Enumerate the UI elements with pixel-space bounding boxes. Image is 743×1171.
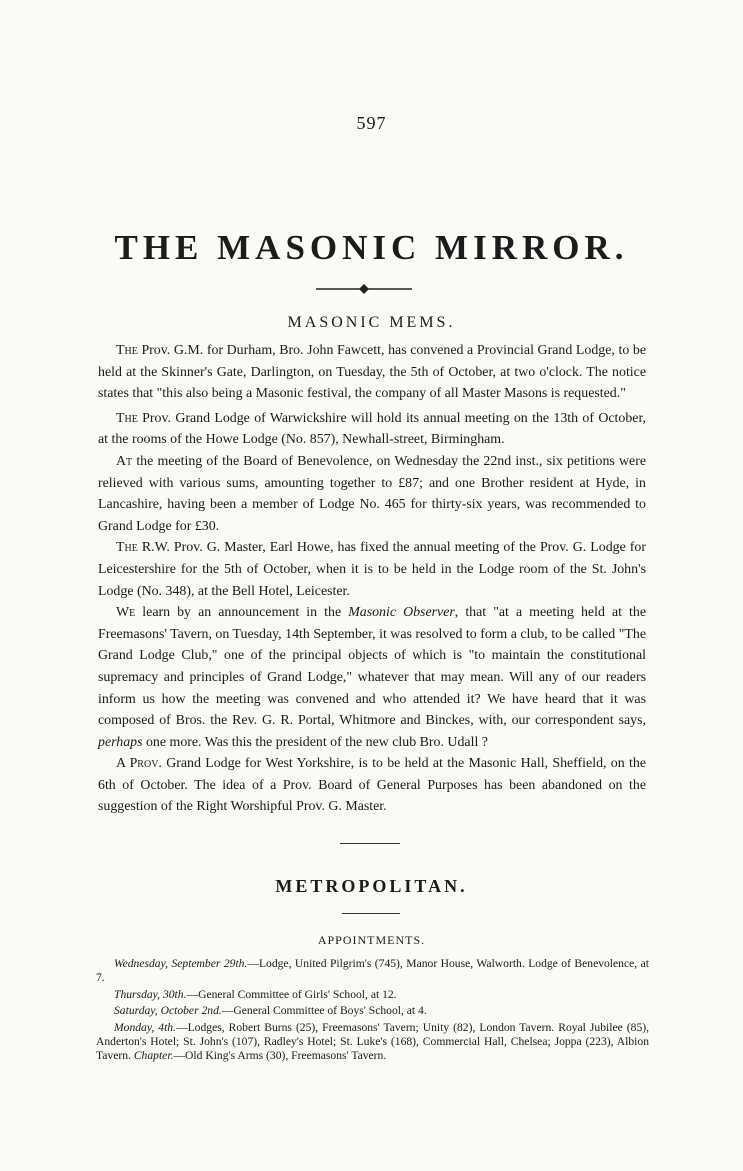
lead-word: At <box>116 453 133 469</box>
appointment-text: —Lodges, Robert Burns (25), Freemasons' Tavern; Unity (82), London Tavern. Royal Jubilee (85), Anderton's Hotel; St. John's (107), Radley's Hotel; St. Luke's (168), Commercial Hall, Chelsea; Joppa (223), Albion Tavern. <box>96 1020 650 1063</box>
appointment-day: Thursday, 30th. <box>114 987 187 1001</box>
paragraph-text: Grand Lodge for West Yorkshire, is to be held at the Masonic Hall, Sheffield, on the 6th of October. The idea of a Prov. Board of General Purposes has been abandoned on the suggestion of the Right Worshipful Prov. G. Master. <box>98 756 646 815</box>
appointment-text: —General Committee of Girls' School, at 12. <box>186 987 397 1001</box>
paragraph-text: Prov. G.M. for Durham, Bro. John Fawcett, has convened a Provincial Grand Lodge, to be held at the Skinner's Gate, Darlington, on Tuesday, the 5th of October, at two o'clock. The notice states that "this also being a Masonic festival, the company of all Master Masons is requested." <box>98 343 646 402</box>
lead-word: A Prov. <box>116 756 162 772</box>
appointment-day: Saturday, October 2nd. <box>114 1004 222 1018</box>
mems-paragraph <box>98 602 646 753</box>
mems-body <box>98 340 646 818</box>
appointment-text: —Lodge, United Pilgrim's (745), Manor House, Walworth. Lodge of Benevolence, at 7. <box>96 957 649 985</box>
paragraph-text: learn by an announcement in the <box>135 605 349 621</box>
appointment-entry <box>96 1004 649 1018</box>
appointment-entry <box>96 957 649 986</box>
section-divider <box>340 843 400 844</box>
emphasis-word: perhaps <box>98 734 143 750</box>
lead-word: The <box>116 540 138 556</box>
page-number: 597 <box>356 113 387 133</box>
ornament-rule-icon <box>314 283 414 295</box>
appointment-entry <box>96 1021 649 1064</box>
mems-paragraph <box>98 537 646 602</box>
masthead-title: THE MASONIC MIRROR. <box>114 228 629 267</box>
mems-paragraph <box>98 408 646 451</box>
chapter-label: Chapter. <box>133 1049 174 1063</box>
title-underline <box>342 913 400 914</box>
appointment-text: —Old King's Arms (30), Freemasons' Tavern. <box>173 1049 387 1063</box>
paragraph-text: one more. Was this the president of the new club Bro. Udall ? <box>142 734 488 750</box>
mems-title: MASONIC MEMS. <box>287 314 456 331</box>
mems-paragraph <box>98 451 646 537</box>
paragraph-text: R.W. Prov. G. Master, Earl Howe, has fixed the annual meeting of the Prov. G. Lodge for Leicestershire for the 5th of October, when it is to be held in the Lodge room of the St. John's Lodge (No. 348), at the Bell Hotel, Leicester. <box>98 540 646 599</box>
appointment-entry <box>96 988 649 1002</box>
publication-title: Masonic Observer <box>348 605 455 621</box>
paragraph-text: Prov. Grand Lodge of Warwickshire will hold its annual meeting on the 13th of October, at the rooms of the Howe Lodge (No. 857), Newhall-street, Birmingham. <box>98 410 646 448</box>
appointments-title: APPOINTMENTS. <box>317 933 426 947</box>
appointment-day: Wednesday, September 29th. <box>114 957 248 970</box>
mems-paragraph <box>98 340 646 405</box>
lead-word: We <box>116 605 136 621</box>
mems-paragraph <box>98 753 646 818</box>
lead-word: The <box>116 410 138 426</box>
appointment-text: —General Committee of Boys' School, at 4. <box>221 1004 427 1018</box>
paragraph-text: , that "at a meeting held at the Freemasons' Tavern, on Tuesday, 14th September, it was resolved to form a club, to be called "The Grand Lodge Club," one of the principal objects of which is "to maintain the constitutional supremacy and principles of Grand Lodge," whatever that may mean. Will any of our readers inform us how the meeting was convened and who attended it? We have heard that it was composed of Bros. the Rev. G. R. Portal, Whitmore and Binckes, with, our correspondent says, <box>98 605 647 729</box>
lead-word: The <box>116 343 138 358</box>
appointments-list <box>96 957 649 1066</box>
metropolitan-title: METROPOLITAN. <box>275 876 468 896</box>
appointment-day: Monday, 4th. <box>114 1020 176 1034</box>
paragraph-text: the meeting of the Board of Benevolence, on Wednesday the 22nd inst., six petitions were relieved with various sums, amounting together to £87; and one Brother resident at Hyde, in Lancashire, having been a member of Lodge No. 465 for thirty-six years, was recommended to Grand Lodge for £30. <box>98 453 646 534</box>
